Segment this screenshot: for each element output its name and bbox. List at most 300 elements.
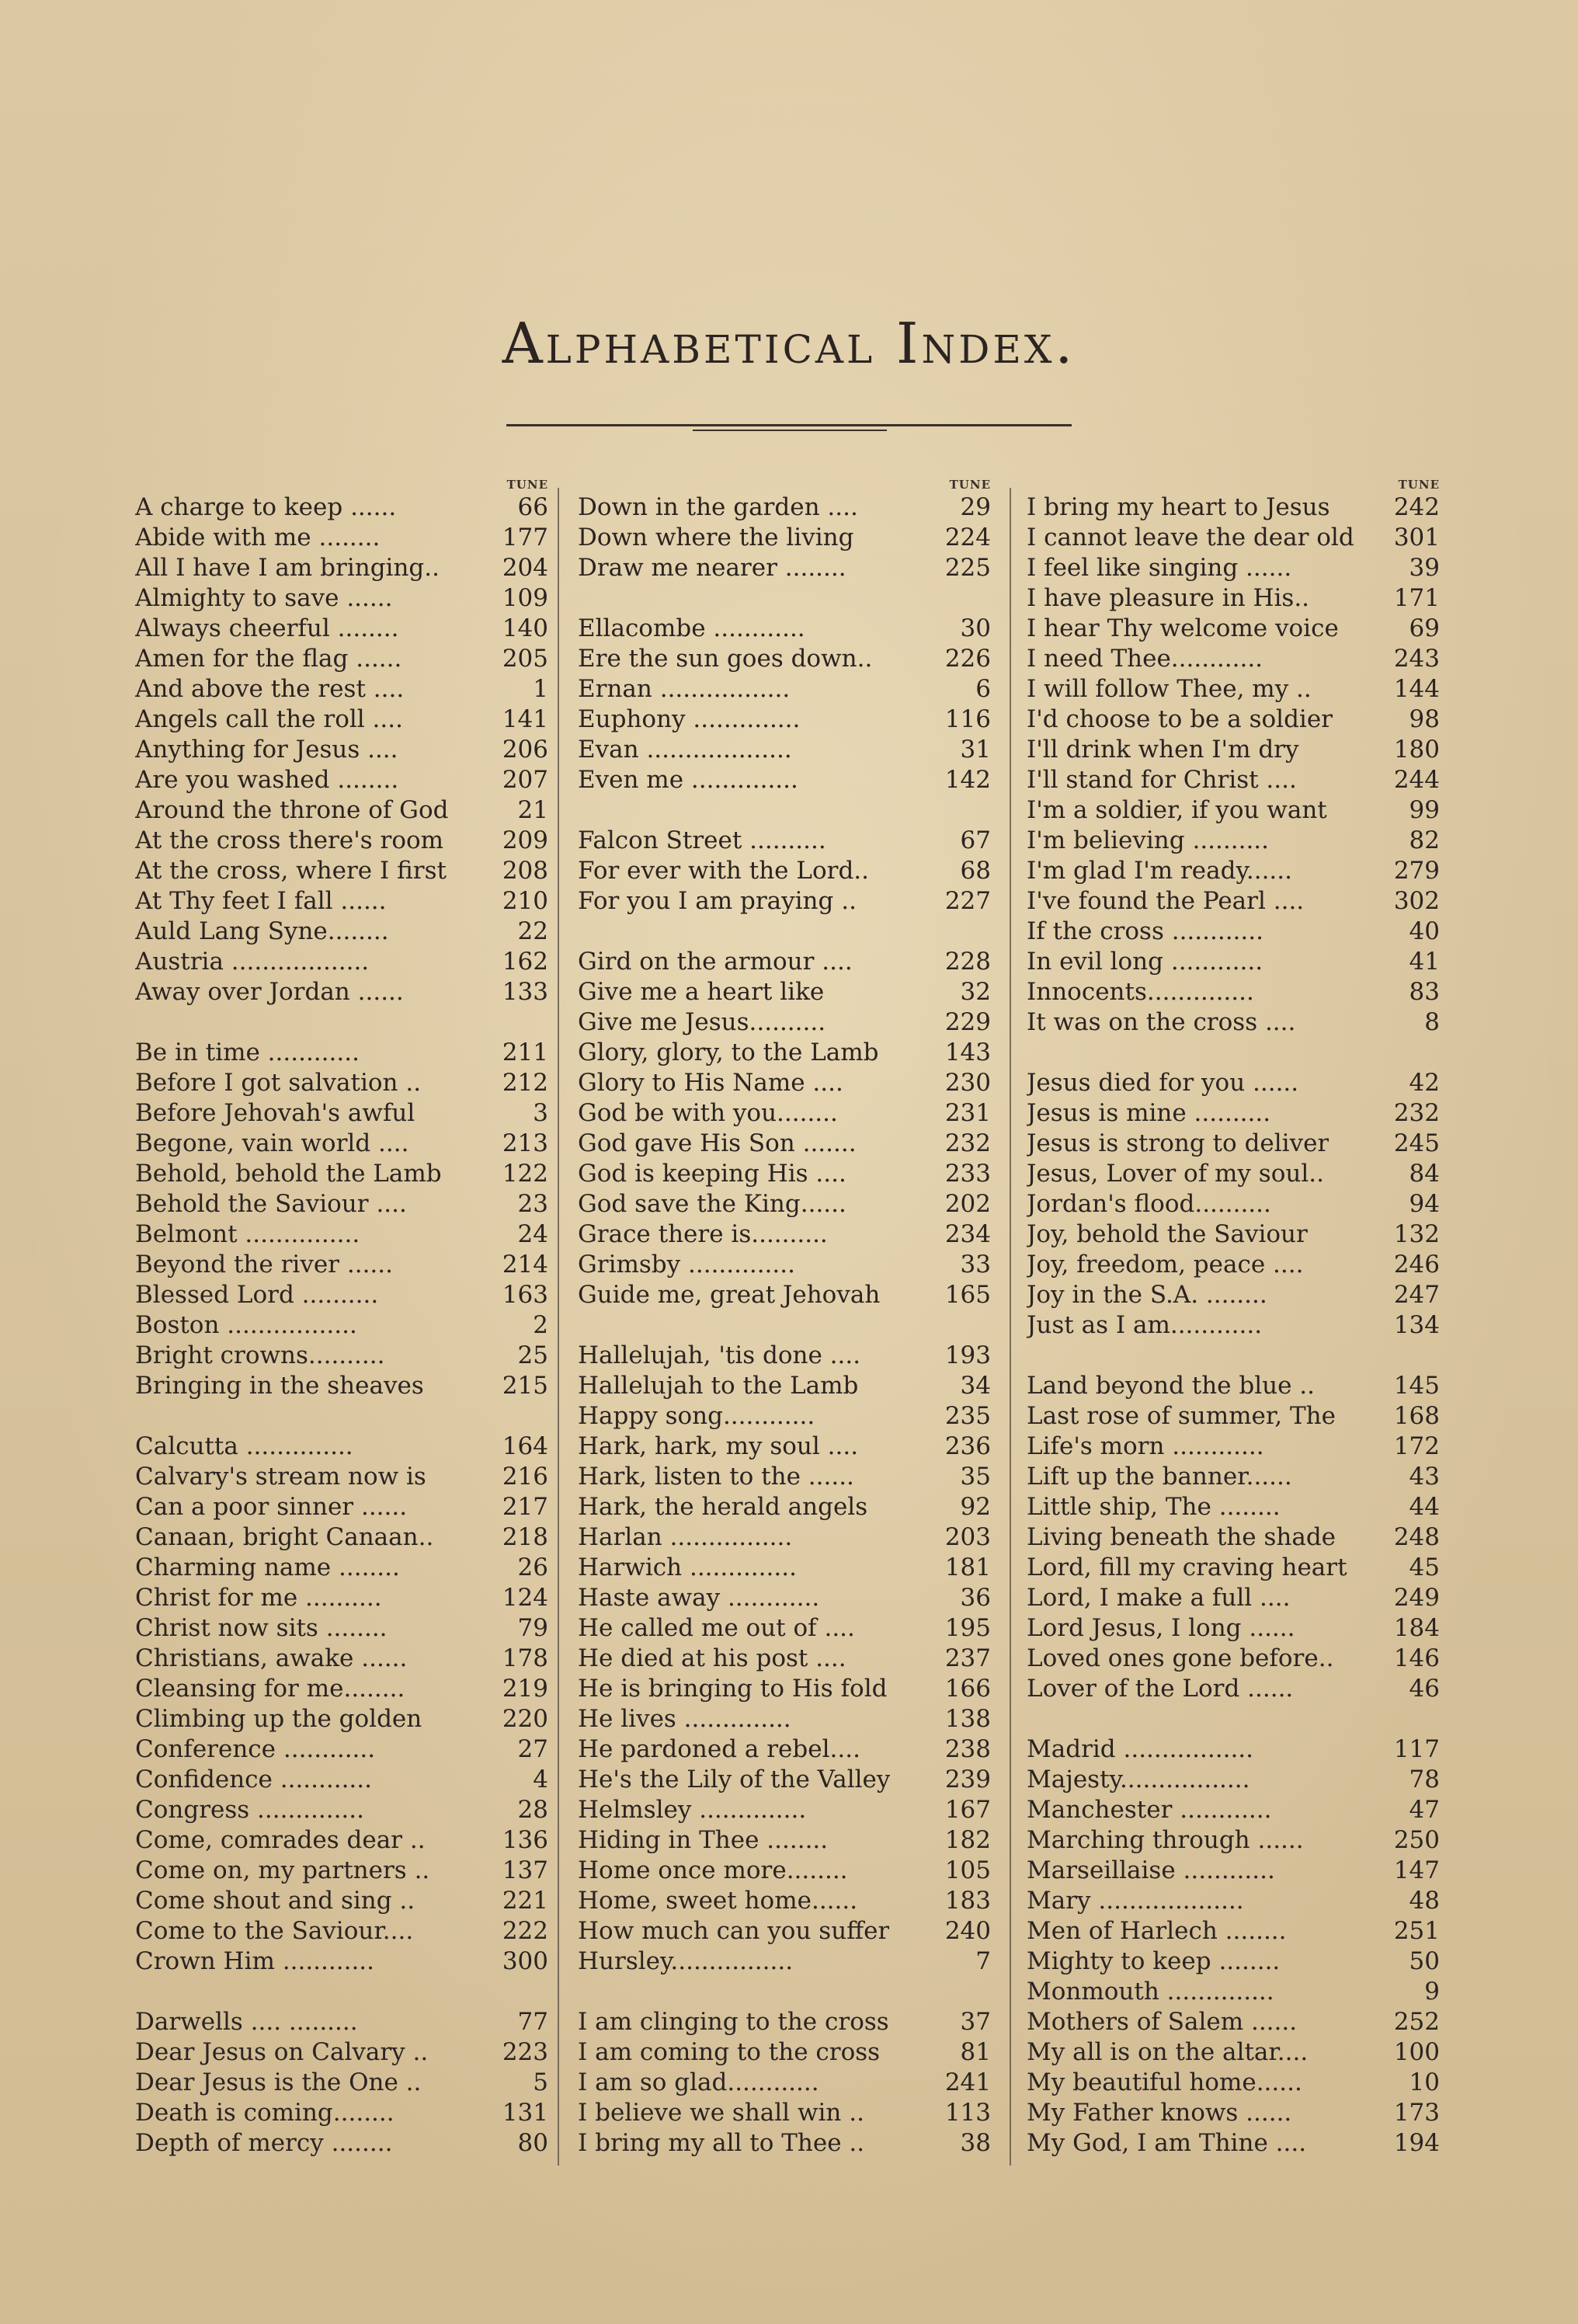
index-entry (1027, 2068, 1440, 2098)
index-entry (578, 1825, 991, 1856)
entry-tune-number: 100 (1393, 2038, 1440, 2066)
entry-title: Down where the living (578, 524, 854, 551)
entry-title: Behold, behold the Lamb (135, 1160, 442, 1188)
index-entry (578, 886, 991, 917)
entry-title: Christ now sits ........ (135, 1614, 388, 1642)
index-entry (1027, 1189, 1440, 1219)
entry-title: I am clinging to the cross (578, 2008, 889, 2036)
entry-tune-number: 228 (944, 948, 991, 976)
index-entry (578, 1795, 991, 1825)
entry-tune-number: 167 (944, 1796, 991, 1824)
entry-title: Marching through ...... (1027, 1826, 1304, 1854)
index-entry (1027, 2098, 1440, 2128)
index-entry (135, 1644, 548, 1674)
index-entry (135, 917, 548, 947)
index-entry (1027, 1492, 1440, 1522)
entry-tune-number: 162 (502, 948, 548, 976)
entry-title: All I have I am bringing.. (135, 554, 440, 582)
entry-tune-number: 143 (944, 1038, 991, 1066)
index-entry (1027, 947, 1440, 977)
entry-title: My all is on the altar.... (1027, 2038, 1309, 2066)
index-entry (578, 1644, 991, 1674)
index-entry (1027, 2007, 1440, 2037)
entry-tune-number: 252 (1393, 2008, 1440, 2036)
index-entry (1027, 553, 1440, 583)
column-header: TUNE (506, 478, 548, 492)
section-gap (578, 1310, 991, 1341)
entry-tune-number: 122 (502, 1160, 548, 1188)
entry-title: I hear Thy welcome voice (1027, 614, 1339, 642)
index-entry (135, 1280, 548, 1310)
entry-tune-number: 67 (960, 826, 991, 854)
index-entry (135, 644, 548, 674)
entry-title: Depth of mercy ........ (135, 2129, 393, 2157)
index-entry (1027, 1522, 1440, 1553)
entry-tune-number: 184 (1393, 1614, 1440, 1642)
index-entry (135, 523, 548, 553)
index-entry (135, 674, 548, 705)
section-gap (578, 1977, 991, 2007)
index-entry (1027, 1825, 1440, 1856)
entry-title: Manchester ............ (1027, 1796, 1272, 1824)
entry-title: Jesus is mine .......... (1027, 1099, 1271, 1127)
entry-title: Joy, behold the Saviour (1027, 1220, 1308, 1248)
entry-title: In evil long ............ (1027, 948, 1263, 976)
entry-tune-number: 212 (502, 1069, 548, 1097)
entry-title: Just as I am............ (1027, 1311, 1263, 1339)
index-entry (135, 705, 548, 735)
index-entry (578, 1674, 991, 1704)
entry-tune-number: 210 (502, 887, 548, 915)
index-entry (1027, 1401, 1440, 1432)
entry-title: I need Thee............ (1027, 645, 1263, 673)
entry-tune-number: 216 (502, 1463, 548, 1491)
entry-title: I am coming to the cross (578, 2038, 881, 2066)
entry-title: I'll stand for Christ .... (1027, 766, 1297, 794)
entry-title: Crown Him ............ (135, 1947, 375, 1975)
entry-tune-number: 30 (960, 614, 991, 642)
index-entry (1027, 583, 1440, 614)
entry-tune-number: 43 (1409, 1463, 1440, 1491)
entry-title: My Father knows ...... (1027, 2099, 1292, 2127)
entry-title: Christians, awake ...... (135, 1644, 408, 1672)
index-entry (135, 583, 548, 614)
entry-tune-number: 131 (502, 2099, 548, 2127)
entry-tune-number: 68 (960, 857, 991, 885)
index-entry (1027, 1947, 1440, 1977)
entry-tune-number: 195 (944, 1614, 991, 1642)
entry-tune-number: 238 (944, 1735, 991, 1763)
entry-tune-number: 24 (517, 1220, 548, 1248)
index-entry (1027, 614, 1440, 644)
entry-title: Lord, fill my craving heart (1027, 1553, 1347, 1581)
entry-title: Christ for me .......... (135, 1584, 382, 1612)
index-entry (135, 1947, 548, 1977)
section-gap (1027, 1704, 1440, 1734)
entry-title: Auld Lang Syne........ (135, 917, 389, 945)
entry-title: Always cheerful ........ (135, 614, 399, 642)
entry-title: I've found the Pearl .... (1027, 887, 1305, 915)
entry-tune-number: 234 (944, 1220, 991, 1248)
column-header: TUNE (1398, 478, 1440, 492)
entry-title: I bring my all to Thee .. (578, 2129, 865, 2157)
entry-tune-number: 84 (1409, 1160, 1440, 1188)
index-entry (578, 674, 991, 705)
index-column-1 (135, 477, 548, 2159)
entry-tune-number: 146 (1393, 1644, 1440, 1672)
entry-title: Evan ................... (578, 736, 792, 764)
entry-tune-number: 223 (502, 2038, 548, 2066)
entry-title: God is keeping His .... (578, 1160, 846, 1188)
index-entry (578, 1765, 991, 1795)
index-entry (578, 1068, 991, 1098)
entry-title: Joy, freedom, peace .... (1027, 1251, 1304, 1279)
index-entry (1027, 1219, 1440, 1250)
index-entry (135, 2068, 548, 2098)
entry-tune-number: 224 (944, 524, 991, 551)
index-entry (135, 1916, 548, 1947)
entry-tune-number: 92 (960, 1493, 991, 1521)
index-entry (578, 705, 991, 735)
index-entry (578, 2007, 991, 2037)
entry-title: Hallelujah to the Lamb (578, 1372, 859, 1400)
index-entry (1027, 644, 1440, 674)
entry-title: If the cross ............ (1027, 917, 1263, 945)
index-entry (1027, 917, 1440, 947)
index-entry (135, 1098, 548, 1129)
entry-title: Behold the Saviour .... (135, 1190, 407, 1218)
entry-tune-number: 40 (1409, 917, 1440, 945)
entry-tune-number: 141 (502, 705, 548, 733)
index-entry (135, 553, 548, 583)
index-entry (578, 1947, 991, 1977)
index-entry (1027, 977, 1440, 1007)
entry-title: Innocents.............. (1027, 978, 1254, 1006)
entry-title: Bright crowns.......... (135, 1341, 385, 1369)
entry-title: At the cross, where I first (135, 857, 447, 885)
index-entry (578, 1492, 991, 1522)
index-entry (1027, 735, 1440, 765)
entry-title: Down in the garden .... (578, 493, 858, 521)
index-entry (578, 1522, 991, 1553)
entry-title: Conference ............ (135, 1735, 376, 1763)
entry-tune-number: 35 (960, 1463, 991, 1491)
index-entry (578, 826, 991, 856)
index-entry (135, 2098, 548, 2128)
index-entry (578, 1401, 991, 1432)
index-entry (135, 1371, 548, 1401)
entry-tune-number: 4 (533, 1766, 548, 1793)
index-entry (578, 553, 991, 583)
entry-title: And above the rest .... (135, 675, 405, 703)
entry-tune-number: 113 (944, 2099, 991, 2127)
index-entry (578, 2098, 991, 2128)
entry-tune-number: 34 (960, 1372, 991, 1400)
index-column-3 (1027, 477, 1440, 2159)
entry-tune-number: 48 (1409, 1887, 1440, 1915)
index-entry (1027, 856, 1440, 886)
entry-title: Euphony .............. (578, 705, 801, 733)
entry-tune-number: 205 (502, 645, 548, 673)
entry-tune-number: 1 (533, 675, 548, 703)
index-entry (135, 1219, 548, 1250)
entry-title: He died at his post .... (578, 1644, 846, 1672)
entry-title: Congress .............. (135, 1796, 364, 1824)
entry-title: Be in time ............ (135, 1038, 360, 1066)
index-entry (578, 1583, 991, 1613)
section-gap (135, 1007, 548, 1038)
entry-title: Jesus, Lover of my soul.. (1027, 1160, 1324, 1188)
index-entry (1027, 1977, 1440, 2007)
index-entry (578, 1007, 991, 1038)
index-entry (578, 1159, 991, 1189)
entry-title: Blessed Lord .......... (135, 1281, 379, 1309)
entry-tune-number: 193 (944, 1341, 991, 1369)
index-entry (1027, 1159, 1440, 1189)
entry-title: Belmont ............... (135, 1220, 360, 1248)
index-entry (578, 644, 991, 674)
index-entry (578, 1038, 991, 1068)
index-entry (1027, 1098, 1440, 1129)
entry-title: Mothers of Salem ...... (1027, 2008, 1298, 2036)
entry-tune-number: 36 (960, 1584, 991, 1612)
entry-tune-number: 27 (517, 1735, 548, 1763)
entry-tune-number: 80 (517, 2129, 548, 2157)
entry-tune-number: 220 (502, 1705, 548, 1733)
index-entry (135, 1492, 548, 1522)
index-entry (578, 735, 991, 765)
index-entry (578, 1189, 991, 1219)
entry-tune-number: 247 (1393, 1281, 1440, 1309)
entry-tune-number: 78 (1409, 1766, 1440, 1793)
entry-tune-number: 133 (502, 978, 548, 1006)
entry-title: Last rose of summer, The (1027, 1402, 1336, 1430)
index-entry (135, 1159, 548, 1189)
index-entry (135, 1704, 548, 1734)
entry-tune-number: 22 (517, 917, 548, 945)
entry-tune-number: 249 (1393, 1584, 1440, 1612)
index-entry (135, 1341, 548, 1371)
entry-tune-number: 8 (1424, 1008, 1440, 1036)
index-entry (1027, 1583, 1440, 1613)
entry-tune-number: 45 (1409, 1553, 1440, 1581)
index-entry (135, 1462, 548, 1492)
entry-tune-number: 181 (944, 1553, 991, 1581)
entry-tune-number: 98 (1409, 705, 1440, 733)
entry-title: Come, comrades dear .. (135, 1826, 426, 1854)
entry-title: Amen for the flag ...... (135, 645, 402, 673)
entry-title: Lord, I make a full .... (1027, 1584, 1291, 1612)
entry-title: Life's morn ............ (1027, 1432, 1264, 1460)
entry-title: Lift up the banner...... (1027, 1463, 1292, 1491)
entry-tune-number: 180 (1393, 736, 1440, 764)
entry-title: Little ship, The ........ (1027, 1493, 1281, 1521)
index-entry (1027, 1886, 1440, 1916)
entry-title: Helmsley .............. (578, 1796, 807, 1824)
index-entry (578, 947, 991, 977)
entry-tune-number: 214 (502, 1251, 548, 1279)
index-column-2 (578, 477, 991, 2159)
index-entry (1027, 1795, 1440, 1825)
entry-title: Glory to His Name .... (578, 1069, 843, 1097)
entry-title: Gird on the armour .... (578, 948, 853, 976)
entry-title: God be with you........ (578, 1099, 838, 1127)
index-entry (578, 977, 991, 1007)
entry-tune-number: 194 (1393, 2129, 1440, 2157)
entry-tune-number: 23 (517, 1190, 548, 1218)
entry-tune-number: 9 (1424, 1978, 1440, 2006)
entry-title: Beyond the river ...... (135, 1251, 393, 1279)
entry-tune-number: 2 (533, 1311, 548, 1339)
entry-title: Give me a heart like (578, 978, 825, 1006)
entry-tune-number: 132 (1393, 1220, 1440, 1248)
entry-tune-number: 145 (1393, 1372, 1440, 1400)
entry-tune-number: 147 (1393, 1856, 1440, 1884)
entry-title: For ever with the Lord.. (578, 857, 869, 885)
index-entry (1027, 1644, 1440, 1674)
index-entry (1027, 826, 1440, 856)
index-entry (135, 492, 548, 523)
entry-tune-number: 47 (1409, 1796, 1440, 1824)
entry-tune-number: 183 (944, 1887, 991, 1915)
column-divider-left (558, 488, 559, 2166)
index-entry (578, 1219, 991, 1250)
entry-tune-number: 178 (502, 1644, 548, 1672)
index-entry (135, 856, 548, 886)
index-entry (135, 614, 548, 644)
entry-title: Come to the Saviour.... (135, 1917, 414, 1945)
index-entry (578, 765, 991, 795)
index-entry (578, 614, 991, 644)
entry-title: Confidence ............ (135, 1766, 372, 1793)
entry-title: Hark, listen to the ...... (578, 1463, 854, 1491)
entry-tune-number: 251 (1393, 1917, 1440, 1945)
entry-tune-number: 236 (944, 1432, 991, 1460)
index-entry (578, 1886, 991, 1916)
entry-title: Harlan ................ (578, 1523, 793, 1551)
entry-tune-number: 39 (1409, 554, 1440, 582)
entry-tune-number: 302 (1393, 887, 1440, 915)
entry-title: Land beyond the blue .. (1027, 1372, 1316, 1400)
entry-tune-number: 82 (1409, 826, 1440, 854)
index-entry (135, 1310, 548, 1341)
entry-tune-number: 142 (944, 766, 991, 794)
entry-title: Hursley................ (578, 1947, 794, 1975)
entry-tune-number: 137 (502, 1856, 548, 1884)
entry-tune-number: 227 (944, 887, 991, 915)
column-header: TUNE (949, 478, 991, 492)
entry-tune-number: 172 (1393, 1432, 1440, 1460)
entry-tune-number: 7 (975, 1947, 991, 1975)
entry-title: I bring my heart to Jesus (1027, 493, 1330, 521)
entry-tune-number: 29 (960, 493, 991, 521)
section-gap (1027, 1038, 1440, 1068)
index-entry (135, 1765, 548, 1795)
entry-title: At Thy feet I fall ...... (135, 887, 387, 915)
entry-title: Grimsby .............. (578, 1251, 795, 1279)
entry-tune-number: 83 (1409, 978, 1440, 1006)
entry-title: Hallelujah, 'tis done .... (578, 1341, 861, 1369)
entry-tune-number: 242 (1393, 493, 1440, 521)
entry-tune-number: 244 (1393, 766, 1440, 794)
entry-title: Anything for Jesus .... (135, 736, 398, 764)
entry-tune-number: 221 (502, 1887, 548, 1915)
entry-title: I'd choose to be a soldier (1027, 705, 1333, 733)
entry-tune-number: 46 (1409, 1675, 1440, 1703)
index-entry (135, 947, 548, 977)
index-entry (578, 2128, 991, 2159)
index-entry (135, 1856, 548, 1886)
entry-tune-number: 77 (517, 2008, 548, 2036)
entry-tune-number: 225 (944, 554, 991, 582)
entry-title: Mighty to keep ........ (1027, 1947, 1281, 1975)
entry-title: Guide me, great Jehovah (578, 1281, 881, 1309)
entry-title: He's the Lily of the Valley (578, 1766, 891, 1793)
entry-title: He is bringing to His fold (578, 1675, 888, 1703)
index-entry (1027, 1280, 1440, 1310)
entry-title: My God, I am Thine .... (1027, 2129, 1307, 2157)
entry-title: Almighty to save ...... (135, 584, 393, 612)
entry-tune-number: 218 (502, 1523, 548, 1551)
entry-title: Mary ................... (1027, 1887, 1244, 1915)
index-entry (578, 1734, 991, 1765)
section-gap (578, 583, 991, 614)
index-entry (1027, 886, 1440, 917)
entry-title: He pardoned a rebel.... (578, 1735, 860, 1763)
index-entry (578, 1553, 991, 1583)
entry-tune-number: 229 (944, 1008, 991, 1036)
entry-tune-number: 245 (1393, 1129, 1440, 1157)
index-entry (1027, 1856, 1440, 1886)
entry-tune-number: 3 (533, 1099, 548, 1127)
entry-tune-number: 207 (502, 766, 548, 794)
index-entry (1027, 705, 1440, 735)
entry-title: Bringing in the sheaves (135, 1372, 424, 1400)
entry-tune-number: 81 (960, 2038, 991, 2066)
entry-tune-number: 222 (502, 1917, 548, 1945)
index-entry (578, 1371, 991, 1401)
entry-tune-number: 41 (1409, 948, 1440, 976)
index-entry (1027, 1250, 1440, 1280)
index-entry (578, 523, 991, 553)
entry-title: Death is coming........ (135, 2099, 394, 2127)
entry-tune-number: 32 (960, 978, 991, 1006)
index-entry (135, 1583, 548, 1613)
index-entry (578, 492, 991, 523)
entry-tune-number: 246 (1393, 1251, 1440, 1279)
entry-tune-number: 301 (1393, 524, 1440, 551)
index-entry (1027, 1129, 1440, 1159)
entry-tune-number: 31 (960, 736, 991, 764)
entry-tune-number: 69 (1409, 614, 1440, 642)
index-entry (135, 1886, 548, 1916)
entry-title: Falcon Street .......... (578, 826, 826, 854)
index-entry (135, 1250, 548, 1280)
entry-tune-number: 226 (944, 645, 991, 673)
entry-title: Charming name ........ (135, 1553, 400, 1581)
index-entry (578, 2037, 991, 2068)
entry-tune-number: 173 (1393, 2099, 1440, 2127)
index-entry (135, 795, 548, 826)
entry-tune-number: 166 (944, 1675, 991, 1703)
index-entry (1027, 765, 1440, 795)
entry-tune-number: 117 (1393, 1735, 1440, 1763)
entry-tune-number: 124 (502, 1584, 548, 1612)
entry-title: Glory, glory, to the Lamb (578, 1038, 879, 1066)
index-entry (1027, 1432, 1440, 1462)
entry-title: Dear Jesus on Calvary .. (135, 2038, 429, 2066)
entry-title: Austria .................. (135, 948, 370, 976)
